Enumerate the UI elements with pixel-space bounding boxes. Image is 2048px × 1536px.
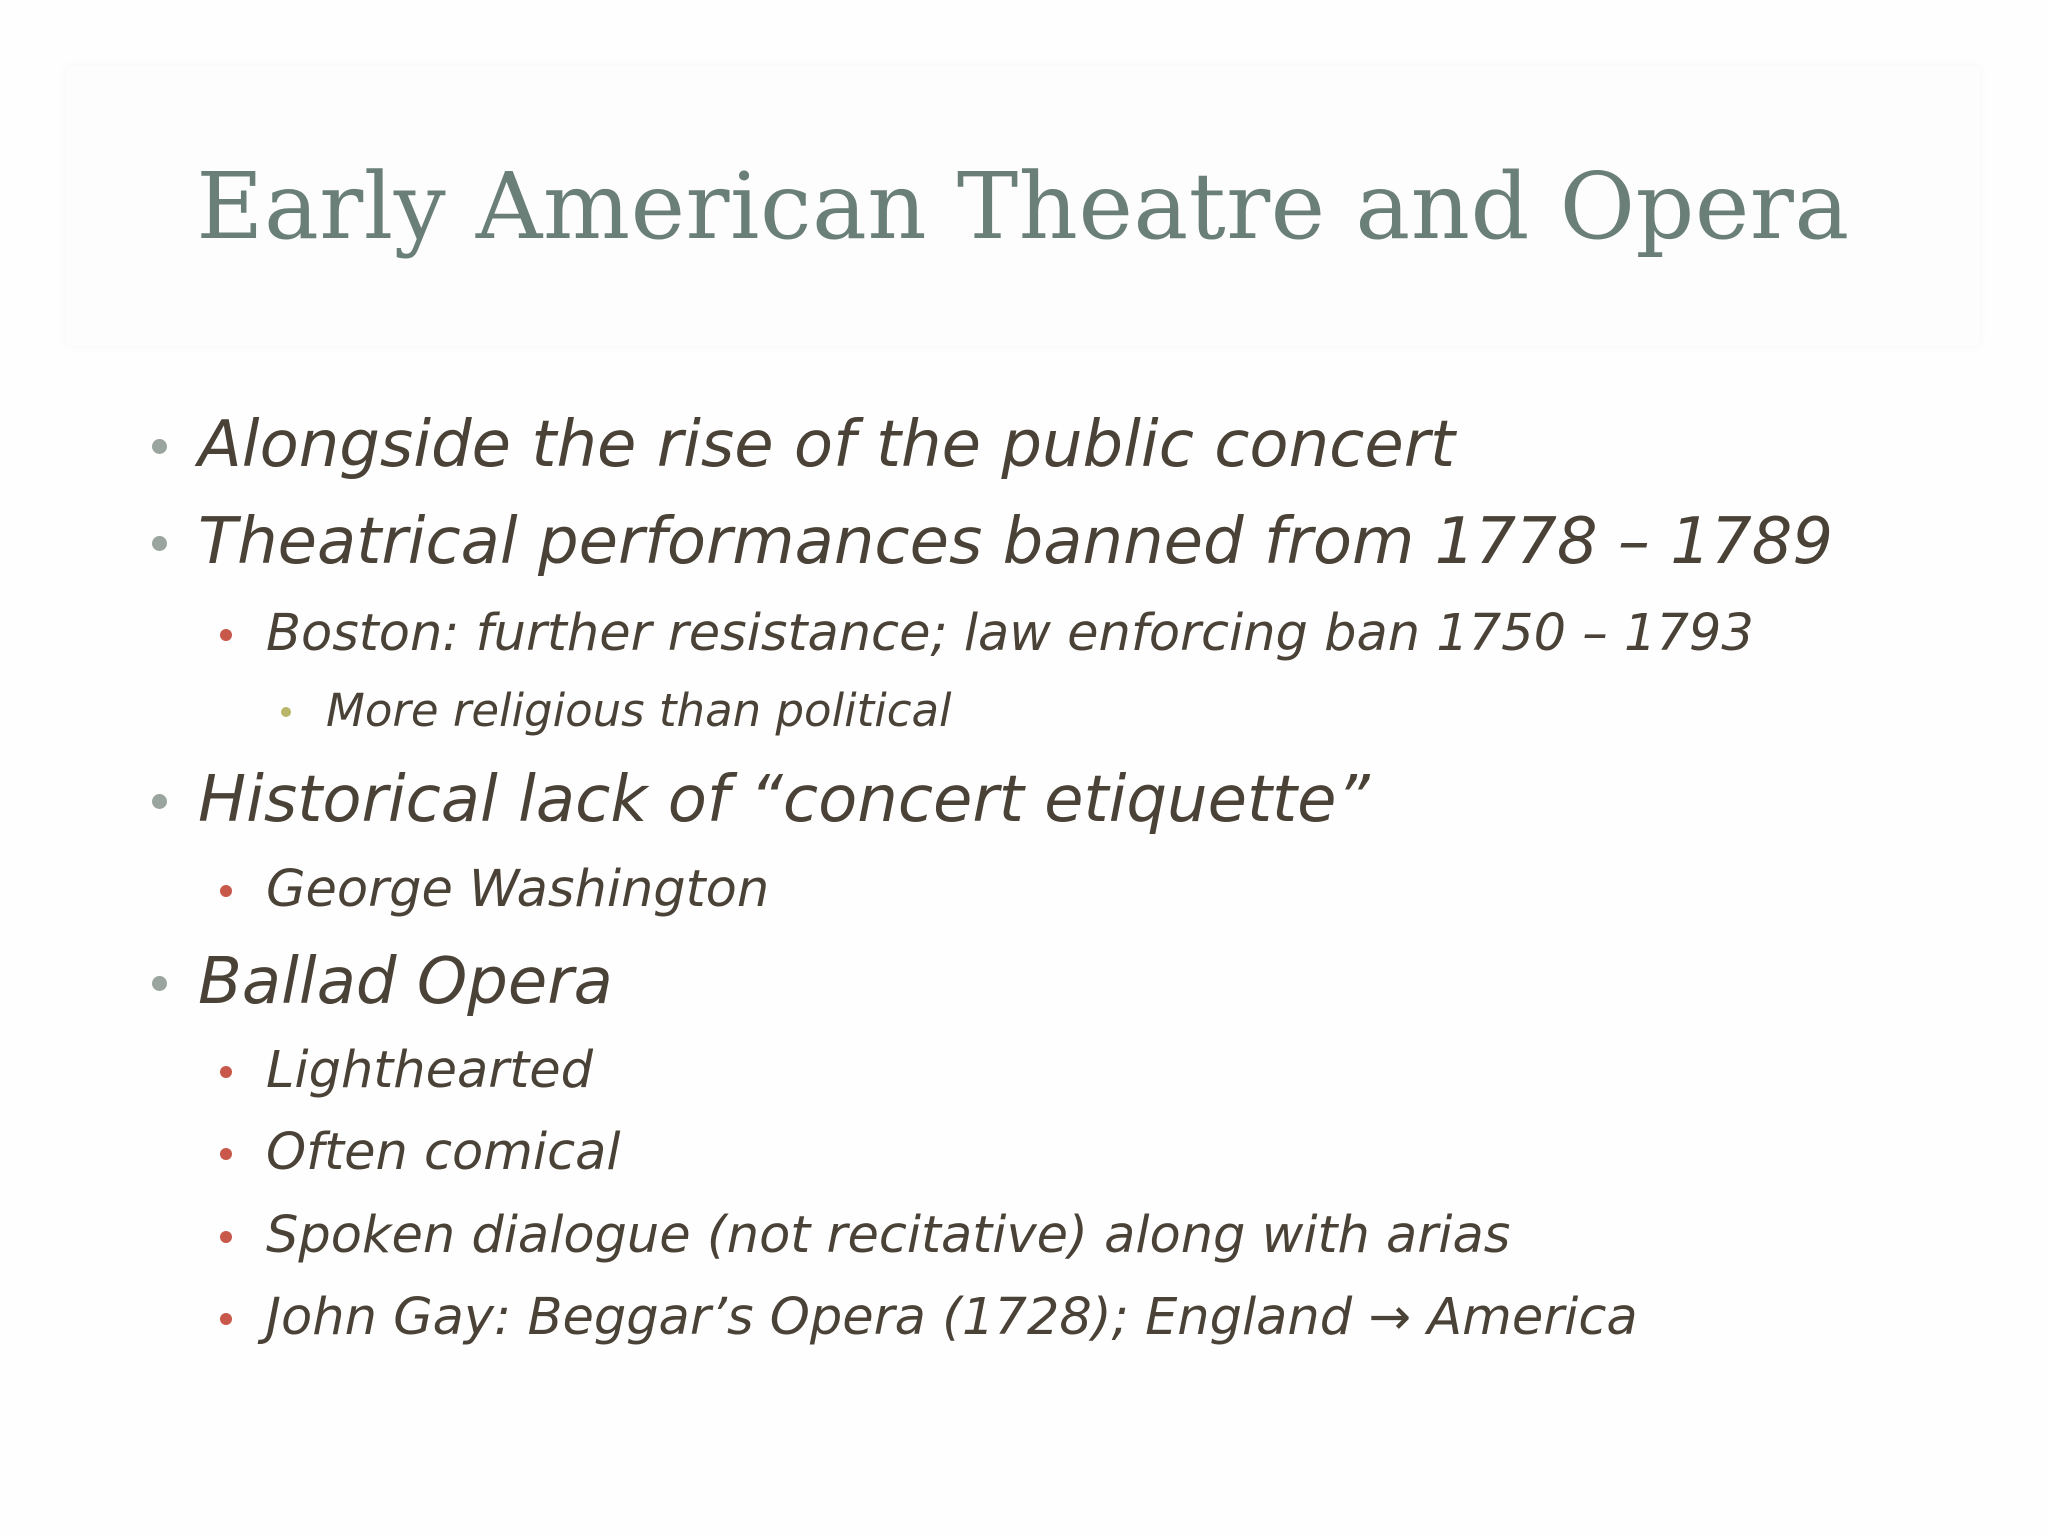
bullet-dot-icon	[152, 536, 167, 551]
bullet-text: More religious than political	[326, 684, 952, 737]
bullet-text: George Washington	[266, 860, 770, 919]
bullet-text: Alongside the rise of the public concert	[198, 408, 1456, 482]
bullet-dot-icon	[220, 885, 232, 897]
bullet-text: Boston: further resistance; law enforcing ban 1750 – 1793	[266, 604, 1754, 663]
bullet-text: Ballad Opera	[198, 945, 613, 1019]
bullet-text: Historical lack of “concert etiquette”	[198, 763, 1370, 837]
bullet-text: Often comical	[266, 1123, 621, 1182]
bullet-dot-icon	[152, 976, 167, 991]
bullet-dot-icon	[220, 1313, 232, 1325]
bullet-dot-icon	[220, 629, 232, 641]
bullet-dot-icon	[152, 794, 167, 809]
slide-title: Early American Theatre and Opera	[196, 152, 1850, 260]
bullet-text: John Gay: Beggar’s Opera (1728); England → America	[266, 1288, 1638, 1347]
bullet-text: Lighthearted	[266, 1041, 593, 1100]
bullet-dot-icon	[152, 439, 167, 454]
bullet-text: Theatrical performances banned from 1778 – 1789	[198, 505, 1834, 579]
bullet-text: Spoken dialogue (not recitative) along with arias	[266, 1206, 1511, 1265]
bullet-dot-icon	[281, 707, 291, 717]
bullet-dot-icon	[220, 1231, 232, 1243]
bullet-dot-icon	[220, 1066, 232, 1078]
bullet-dot-icon	[220, 1148, 232, 1160]
